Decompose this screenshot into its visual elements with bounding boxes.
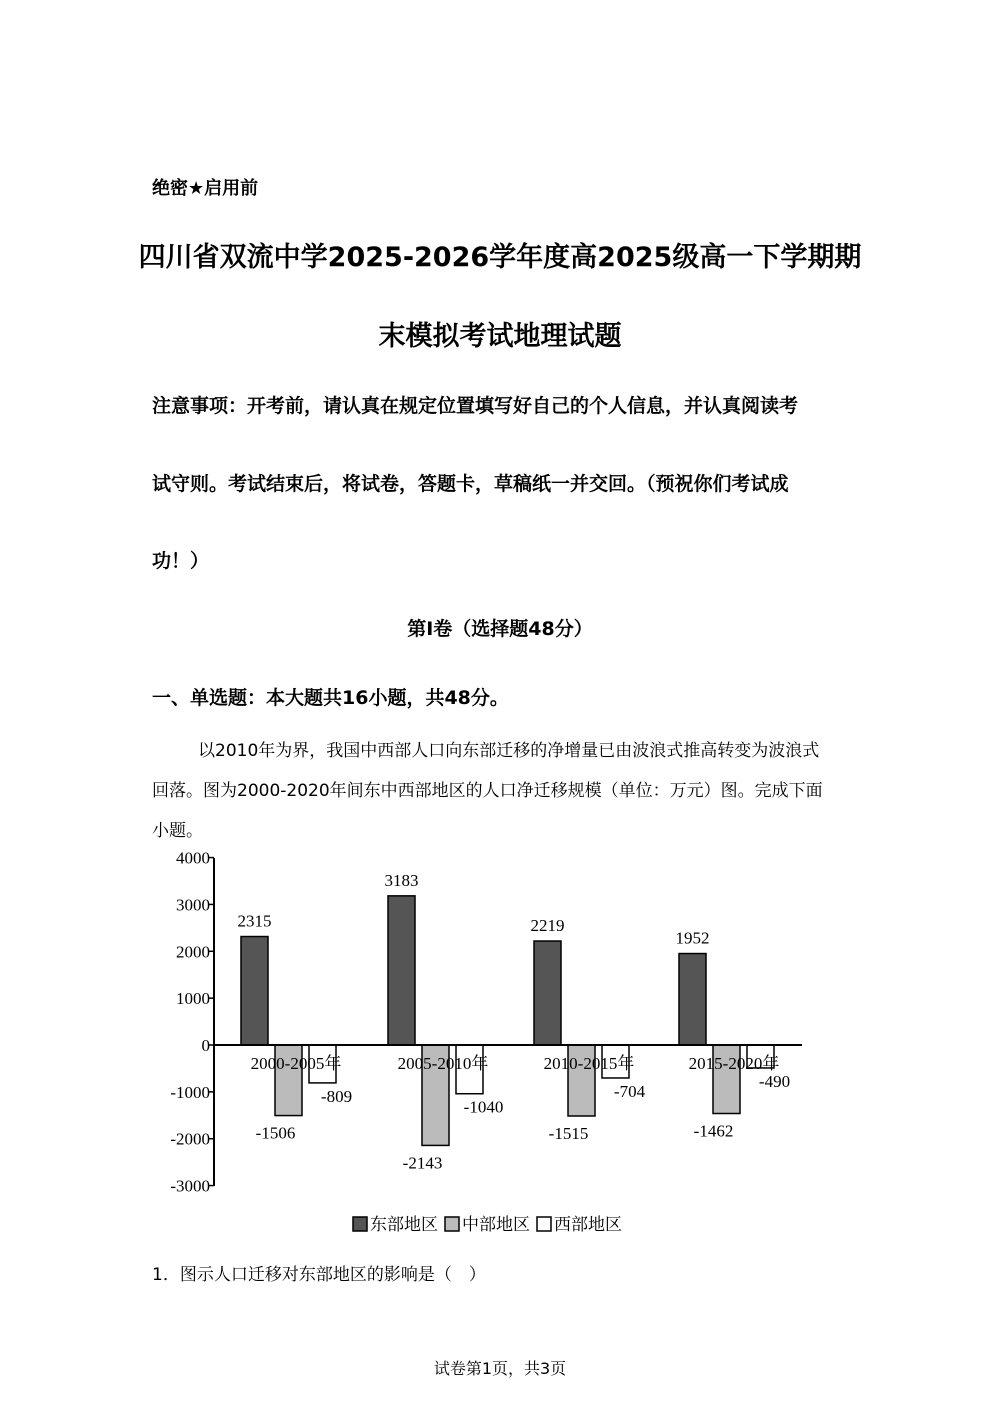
category-label: 2010-2015年: [543, 1054, 635, 1073]
data-label: -1040: [463, 1097, 504, 1117]
data-label: -2143: [402, 1153, 443, 1173]
section-title: 一、单选题：本大题共16小题，共48分。: [152, 687, 509, 709]
data-label: 3183: [384, 870, 419, 890]
y-tick-label: 1000: [176, 989, 210, 1009]
y-tick-label: 0: [201, 1036, 210, 1055]
data-label: -809: [320, 1086, 353, 1106]
notice-line2: 试守则。考试结束后，将试卷，答题卡，草稿纸一并交回。（预祝你们考试成: [152, 473, 789, 495]
legend-swatch: [353, 1217, 367, 1231]
data-label: 2315: [237, 911, 272, 931]
category-label: 2000-2005年: [250, 1054, 342, 1073]
part-title: 第I卷（选择题48分）: [407, 618, 593, 640]
exam-title-line1: 四川省双流中学2025-2026学年度高2025级高一下学期期: [138, 242, 862, 273]
intro-line3: 小题。: [152, 821, 203, 841]
y-tick-label: 2000: [176, 942, 210, 962]
exam-title-line2: 末模拟考试地理试题: [378, 321, 622, 352]
migration-bar-chart: [150, 840, 830, 1240]
bar-east: [241, 937, 268, 1045]
notice-line3: 功！）: [152, 550, 210, 572]
bar-east: [679, 954, 706, 1045]
legend-label: 中部地区: [462, 1215, 530, 1234]
legend-label: 西部地区: [554, 1215, 622, 1234]
data-label: -490: [758, 1071, 791, 1091]
intro-line1: 以2010年为界，我国中西部人口向东部迁移的净增量已由波浪式推高转变为波浪式: [198, 741, 820, 761]
data-label: -1506: [255, 1123, 296, 1143]
legend-label: 东部地区: [370, 1215, 438, 1234]
category-label: 2005-2010年: [397, 1054, 489, 1073]
category-label: 2015-2020年: [688, 1054, 780, 1073]
data-label: -704: [613, 1081, 646, 1101]
data-label: 2219: [530, 916, 565, 936]
legend-swatch: [537, 1217, 551, 1231]
y-tick-label: -3000: [170, 1176, 210, 1196]
bar-east: [388, 896, 415, 1045]
data-label: 1952: [675, 928, 710, 948]
question-1: 1．图示人口迁移对东部地区的影响是（ ）: [152, 1265, 486, 1285]
notice-line1: 注意事项：开考前，请认真在规定位置填写好自己的个人信息，并认真阅读考: [152, 395, 799, 417]
bar-east: [534, 941, 561, 1045]
y-tick-label: 4000: [176, 848, 210, 868]
data-label: -1515: [548, 1123, 589, 1143]
data-label: -1462: [693, 1121, 734, 1141]
legend-swatch: [445, 1217, 459, 1231]
intro-line2: 回落。图为2000-2020年间东中西部地区的人口净迁移规模（单位：万元）图。完成下面: [152, 781, 823, 801]
y-tick-label: -1000: [170, 1082, 210, 1102]
page-footer: 试卷第1页，共3页: [433, 1359, 567, 1378]
y-tick-label: -2000: [170, 1129, 210, 1149]
confidential-label: 绝密★启用前: [152, 178, 259, 199]
y-tick-label: 3000: [176, 895, 210, 915]
